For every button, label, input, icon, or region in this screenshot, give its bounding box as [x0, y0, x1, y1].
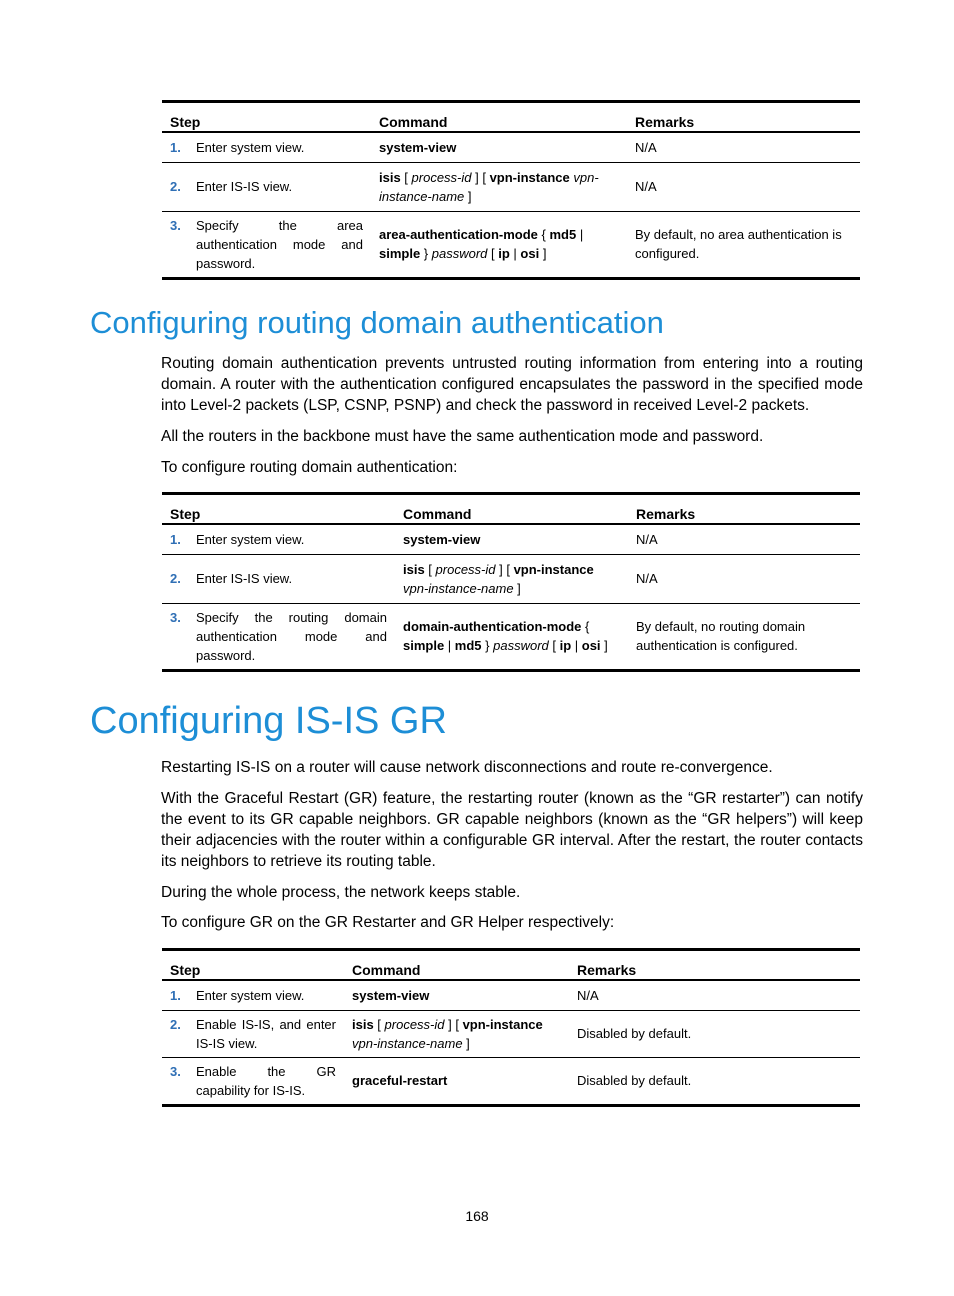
- paragraph: Restarting IS-IS on a router will cause network disconnections and route re-convergence.: [161, 759, 773, 776]
- command-keyword: isis: [403, 561, 425, 577]
- command-keyword: system-view: [379, 139, 457, 155]
- command-keyword: isis: [352, 1016, 374, 1032]
- step-text: Enable the GR capability for IS-IS.: [196, 1063, 336, 1098]
- command-syntax: ]: [539, 246, 547, 261]
- command-argument: vpn-instance-name: [403, 580, 514, 596]
- command-cell: [371, 132, 627, 162]
- command-cell: [344, 980, 569, 1010]
- step-number: 1.: [170, 139, 181, 155]
- table-row: [162, 1010, 860, 1057]
- command-argument: password: [493, 638, 549, 653]
- step-text: Enable IS-IS, and enter IS-IS view.: [196, 1016, 336, 1051]
- command-keyword: osi: [581, 638, 601, 653]
- paragraph: Routing domain authentication prevents untrusted routing information from entering into a routing domain. A router with the authentication configured encapsulates the password in the specified mode into Level-2 packets (LSP, CSNP, PSNP) and check the password in received Level-2 packets.: [161, 355, 863, 414]
- remarks-cell: Disabled by default.: [569, 1057, 860, 1105]
- command-syntax: {: [581, 619, 590, 634]
- paragraph: To configure GR on the GR Restarter and GR Helper respectively:: [161, 914, 615, 931]
- command-syntax: |: [444, 638, 455, 653]
- command-syntax: ]: [600, 638, 608, 653]
- step-number: 2.: [170, 179, 181, 194]
- command-syntax: ] [: [471, 169, 490, 185]
- remarks-cell: N/A: [628, 554, 860, 603]
- command-syntax: [: [548, 638, 560, 653]
- step-text: Enter system view.: [196, 139, 305, 155]
- table-row: [162, 1057, 860, 1105]
- command-keyword: system-view: [403, 531, 481, 547]
- command-cell: [371, 211, 627, 278]
- table-isis-gr: [162, 948, 860, 1107]
- header-remarks: Remarks: [569, 950, 860, 981]
- table-area-authentication: [162, 100, 860, 280]
- command-keyword: vpn-instance: [462, 1016, 543, 1032]
- step-number: 1.: [170, 531, 181, 547]
- command-syntax: [: [424, 561, 436, 577]
- command-syntax: }: [420, 246, 432, 261]
- command-keyword: simple: [403, 638, 445, 653]
- paragraph: To configure routing domain authentication:: [161, 459, 458, 476]
- command-keyword: isis: [379, 169, 401, 185]
- header-command: Command: [395, 494, 628, 525]
- command-syntax: ] [: [495, 561, 514, 577]
- remarks-cell: N/A: [628, 524, 860, 554]
- command-syntax: |: [576, 227, 584, 242]
- command-syntax: }: [481, 638, 494, 653]
- command-syntax: |: [509, 246, 521, 261]
- command-syntax: ]: [464, 188, 472, 204]
- header-step: Step: [162, 494, 395, 525]
- remarks-cell: N/A: [627, 132, 860, 162]
- command-keyword: area-authentication-mode: [379, 227, 538, 242]
- command-keyword: simple: [379, 246, 421, 261]
- command-cell: [371, 162, 627, 211]
- table-row: [162, 162, 860, 211]
- command-keyword: md5: [549, 227, 577, 242]
- header-step: Step: [162, 102, 371, 133]
- command-keyword: system-view: [352, 987, 430, 1003]
- step-text: Enter system view.: [196, 987, 305, 1003]
- command-argument: vpn-instance-name: [352, 1035, 463, 1051]
- command-syntax: {: [537, 227, 550, 242]
- remarks-cell: N/A: [569, 980, 860, 1010]
- header-remarks: Remarks: [627, 102, 860, 133]
- command-keyword: ip: [498, 246, 510, 261]
- step-number: 1.: [170, 987, 181, 1003]
- command-keyword: vpn-instance: [489, 169, 570, 185]
- header-command: Command: [371, 102, 627, 133]
- step-text: Enter system view.: [196, 531, 305, 547]
- command-keyword: osi: [520, 246, 540, 261]
- table-row: [162, 211, 860, 278]
- command-syntax: ] [: [444, 1016, 463, 1032]
- remarks-cell: By default, no area authentication is configured.: [627, 211, 860, 278]
- table-row: [162, 980, 860, 1010]
- paragraph: With the Graceful Restart (GR) feature, the restarting router (known as the “GR restarter”) can notify the event to its GR capable neighbors. GR capable neighbors (known as the “GR helpers”) will keep their adjacencies with the router within a configurable GR interval. After the restart, the router contacts its neighbors to retrieve its routing table.: [161, 790, 863, 870]
- remarks-cell: N/A: [627, 162, 860, 211]
- command-syntax: ]: [513, 580, 521, 596]
- command-argument: password: [431, 246, 488, 261]
- table-row: [162, 554, 860, 603]
- command-argument: process-id: [435, 561, 496, 577]
- step-number: 2.: [170, 571, 181, 586]
- table-row: [162, 603, 860, 670]
- command-argument: process-id: [384, 1016, 445, 1032]
- command-syntax: [: [400, 169, 412, 185]
- command-cell: [395, 603, 628, 670]
- table-row: [162, 524, 860, 554]
- step-text: Enter IS-IS view.: [196, 179, 293, 194]
- command-cell: [344, 1057, 569, 1105]
- step-number: 3.: [170, 217, 181, 233]
- header-step: Step: [162, 950, 344, 981]
- step-number: 2.: [170, 1016, 181, 1032]
- paragraph: All the routers in the backbone must have the same authentication mode and password.: [161, 428, 764, 445]
- command-cell: [395, 554, 628, 603]
- table-row: [162, 132, 860, 162]
- table-routing-domain-authentication: [162, 492, 860, 672]
- page-number: 168: [465, 1208, 489, 1224]
- header-remarks: Remarks: [628, 494, 860, 525]
- header-command: Command: [344, 950, 569, 981]
- section-title-isis-gr: Configuring IS-IS GR: [90, 700, 447, 742]
- command-cell: [395, 524, 628, 554]
- command-keyword: md5: [454, 638, 482, 653]
- step-text: Specify the routing domain authentication mode and password.: [196, 609, 387, 663]
- remarks-cell: By default, no routing domain authentication is configured.: [628, 603, 860, 670]
- command-syntax: [: [373, 1016, 385, 1032]
- section-title-routing-domain-auth: Configuring routing domain authentication: [90, 305, 664, 340]
- command-cell: [344, 1010, 569, 1057]
- step-number: 3.: [170, 609, 181, 625]
- command-keyword: domain-authentication-mode: [403, 619, 582, 634]
- command-keyword: graceful-restart: [352, 1073, 448, 1088]
- step-number: 3.: [170, 1063, 181, 1079]
- command-syntax: |: [571, 638, 582, 653]
- command-argument: process-id: [411, 169, 472, 185]
- step-text: Enter IS-IS view.: [196, 571, 293, 586]
- step-text: Specify the area authentication mode and password.: [196, 217, 363, 271]
- paragraph: During the whole process, the network keeps stable.: [161, 884, 521, 901]
- command-keyword: ip: [559, 638, 572, 653]
- command-syntax: [: [487, 246, 499, 261]
- remarks-cell: Disabled by default.: [569, 1010, 860, 1057]
- command-syntax: ]: [462, 1035, 470, 1051]
- command-argument: vpn-instance-name: [379, 169, 599, 204]
- command-keyword: vpn-instance: [513, 561, 594, 577]
